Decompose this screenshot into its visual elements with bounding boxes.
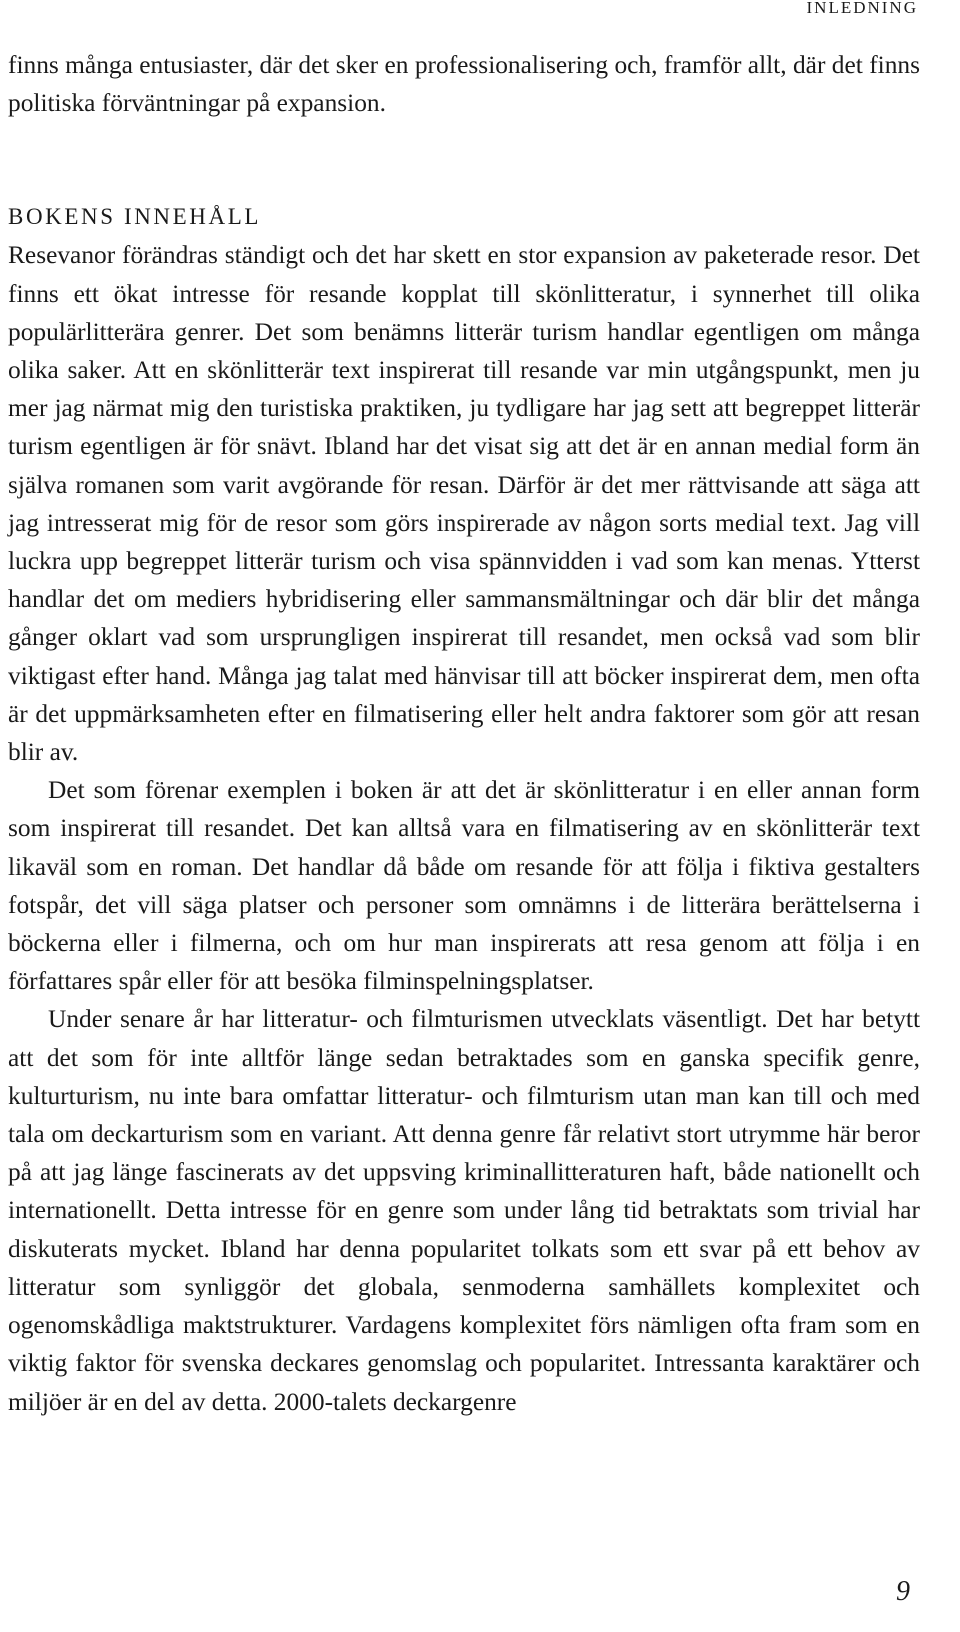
running-head: INLEDNING [806, 0, 918, 17]
page-number: 9 [896, 1576, 910, 1607]
section-paragraph-1: Resevanor förändras ständigt och det har skett en stor expansion av paketerade resor. Det finns ett ökat intresse för resande kopplat till skönlitteratur, i synnerhet till olika populärlitterära genrer. Det som benämns litterär turism handlar egentligen om många olika saker. Att en skönlitterär text inspirerat till resande var min utgångspunkt, men ju mer jag närmat mig den turistiska praktiken, ju tydligare har jag sett att begreppet litterär turism egentligen är för snävt. Ibland har det visat sig att det är en annan medial form än själva romanen som varit avgörande för resan. Därför är det mer rättvisande att säga att jag intresserat mig för de resor som görs inspirerade av någon sorts medial text. Jag vill luckra upp begreppet litterär turism och visa spännvidden i vad som kan menas. Ytterst handlar det om mediers hybridisering eller sammansmältningar och där blir det många gånger oklart vad som ursprungligen inspirerat till resandet, men också vad som blir viktigast efter hand. Många jag talat med hänvisar till att böcker inspirerat dem, men ofta är det uppmärksamheten efter en filmatisering eller helt andra faktorer som gör att resan blir av. [8, 241, 920, 767]
section-paragraph-3: Under senare år har litteratur- och filmturismen utvecklats väsentligt. Det har betytt att det som för inte alltför länge sedan betraktades som en ganska specifik genre, kulturturism, nu inte bara omfattar litteratur- och filmturism utan man kan till och med tala om deckarturism som en variant. Att denna genre får relativt stort utrymme här beror på att jag länge fascinerats av det uppsving kriminallitteraturen haft, både nationellt och internationellt. Detta intresse för en genre som under lång tid betraktats som trivial har diskuterats mycket. Ibland har denna popularitet tolkats som ett svar på ett behov av litteratur som synliggör det globala, senmoderna samhällets komplexitet och ogenomskådliga maktstrukturer. Vardagens komplexitet förs nämligen ofta fram som en viktig faktor för svenska deckares genomslag och popularitet. Intressanta karaktärer och miljöer är en del av detta. 2000-talets deckargenre [8, 1005, 920, 1416]
opening-paragraph: finns många entusiaster, där det sker en professionalisering och, framför allt, där det finns politiska förväntningar på expansion. [8, 51, 920, 118]
page-body [8, 46, 920, 1421]
section-heading: BOKENS INNEHÅLL [8, 204, 262, 230]
section-paragraph-2: Det som förenar exemplen i boken är att det är skönlitteratur i en eller annan form som inspirerat till resandet. Det kan alltså vara en filmatisering av en skönlitterär text likaväl som en roman. Det handlar då både om resande för att följa i fiktiva gestalters fotspår, det vill säga platser och personer som omnämns i de litterära berättelserna i böckerna eller i filmerna, och om hur man inspirerats att resa genom att följa i en författares spår eller för att besöka filminspelningsplatser. [8, 776, 920, 996]
